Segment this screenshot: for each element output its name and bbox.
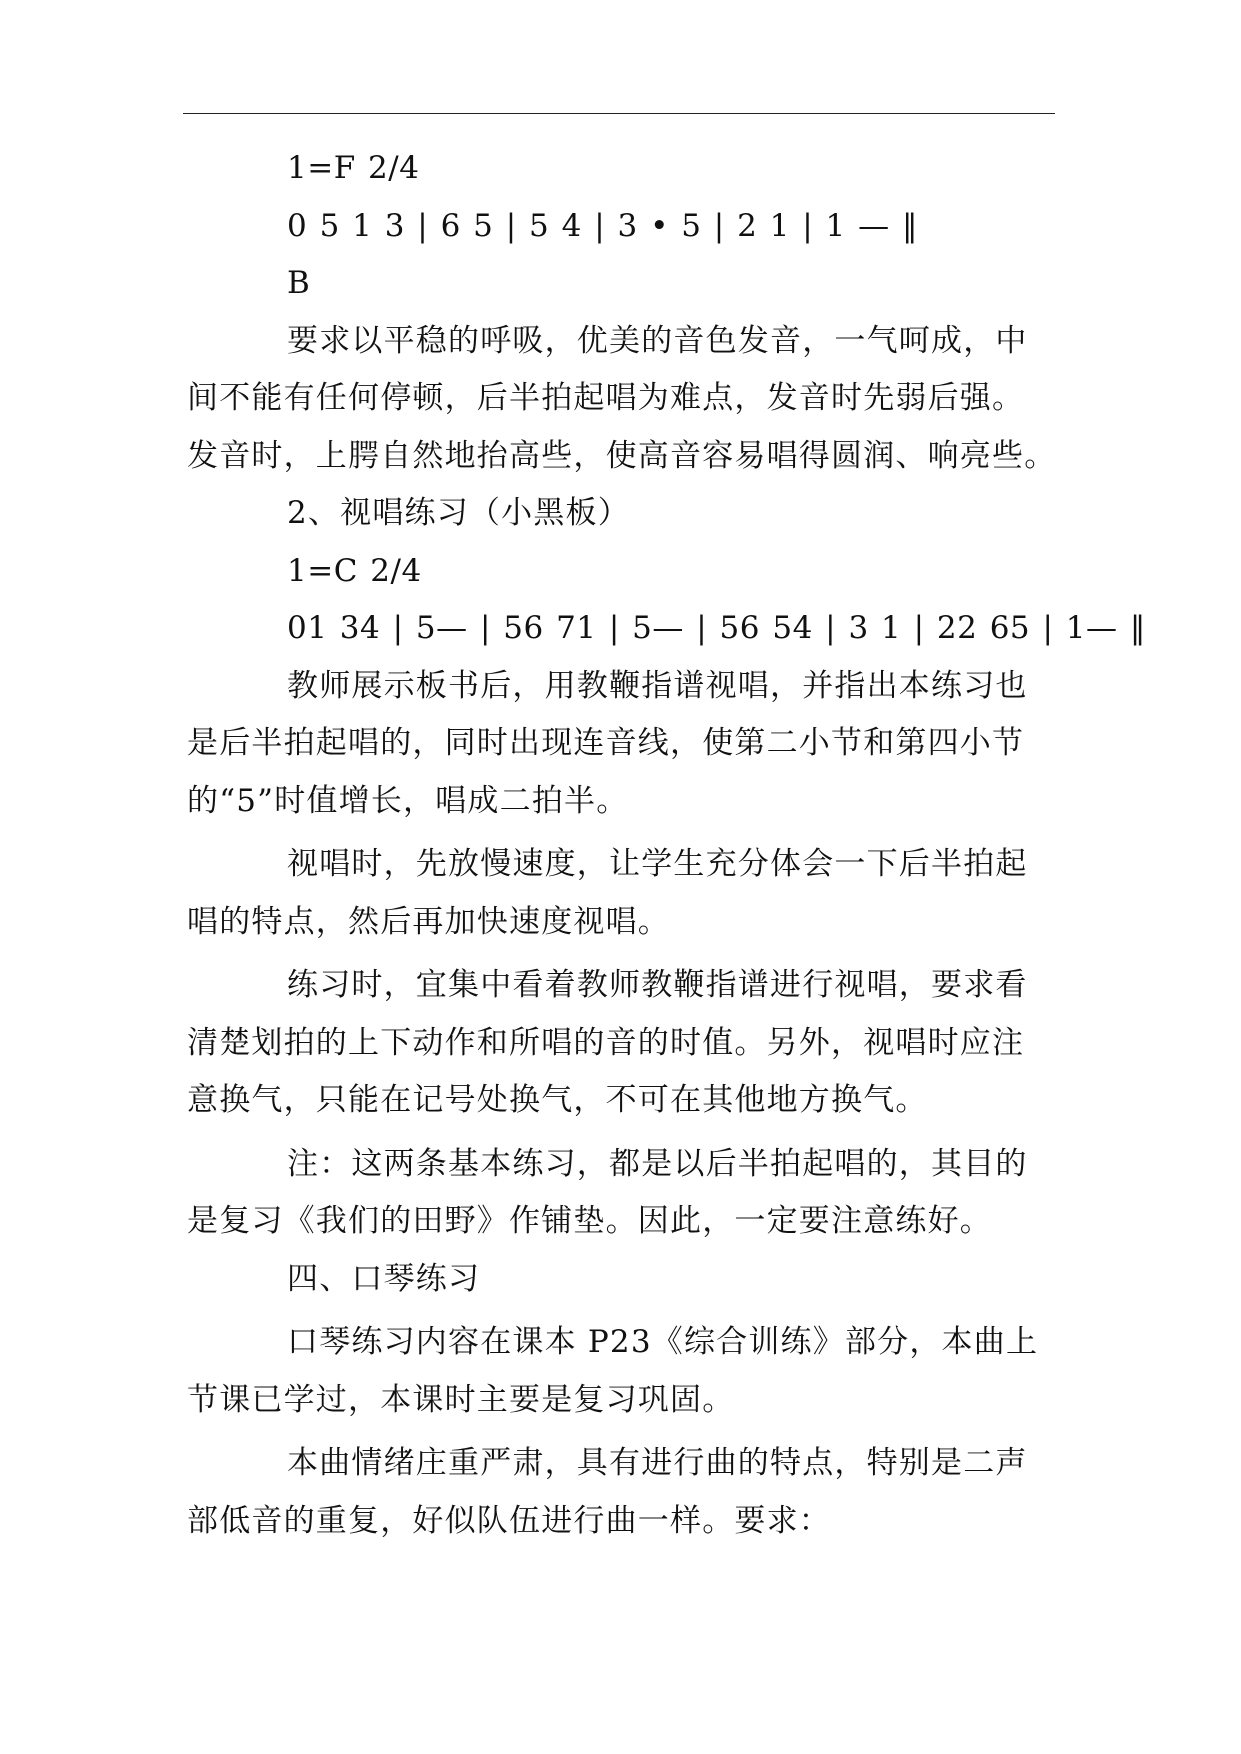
paragraph-line: 注：这两条基本练习，都是以后半拍起唱的，其目的 [287,1145,1028,1182]
paragraph-line: 清楚划拍的上下动作和所唱的音的时值。另外，视唱时应注 [187,1024,1025,1061]
score-melody-line: 01 34 | 5— | 56 71 | 5— | 56 54 | 3 1 | 22 65 | 1— ‖ [287,610,1146,646]
paragraph-line: 教师展示板书后，用教鞭指谱视唱，并指出本练习也 [287,667,1028,704]
score-melody-line: 0 5 1 3 | 6 5 | 5 4 | 3 • 5 | 2 1 | 1 — ‖ [287,207,918,244]
paragraph-line: 练习时，宜集中看着教师教鞭指谱进行视唱，要求看 [287,967,1028,1003]
paragraph-line: 节课已学过，本课时主要是复习巩固。 [187,1381,735,1418]
paragraph-line: 本曲情绪庄重严肃，具有进行曲的特点，特别是二声 [287,1445,1028,1481]
score-wrap-text: B [287,265,311,301]
paragraph-line: 是后半拍起唱的，同时出现连音线，使第二小节和第四小节 [187,725,1025,761]
paragraph-line: 部低音的重复，好似队伍进行曲一样。要求： [187,1502,831,1539]
section-heading: 2、视唱练习（小黑板） [287,495,630,531]
paragraph-line: 视唱时，先放慢速度，让学生充分体会一下后半拍起 [287,846,1028,882]
score-key-signature: 1=C 2/4 [287,552,422,589]
paragraph-line: 唱的特点，然后再加快速度视唱。 [187,903,670,940]
document-body [187,140,1146,1550]
section-heading: 四、口琴练习 [287,1260,481,1297]
paragraph-line: 的“5”时值增长，唱成二拍半。 [187,782,629,819]
paragraph-line: 意换气，只能在记号处换气，不可在其他地方换气。 [187,1082,928,1118]
header-rule [183,113,1055,114]
paragraph-line: 要求以平稳的呼吸，优美的音色发音，一气呵成，中 [287,322,1028,359]
paragraph-line: 间不能有任何停顿，后半拍起唱为难点，发音时先弱后强。 [187,380,1025,416]
score-key-signature: 1=F 2/4 [287,150,420,186]
paragraph-line: 是复习《我们的田野》作铺垫。因此，一定要注意练好。 [187,1203,992,1239]
paragraph-line: 口琴练习内容在课本 P23《综合训练》部分，本曲上 [287,1324,1039,1360]
paragraph-line: 发音时，上腭自然地抬高些，使高音容易唱得圆润、响亮些。 [187,437,1057,474]
